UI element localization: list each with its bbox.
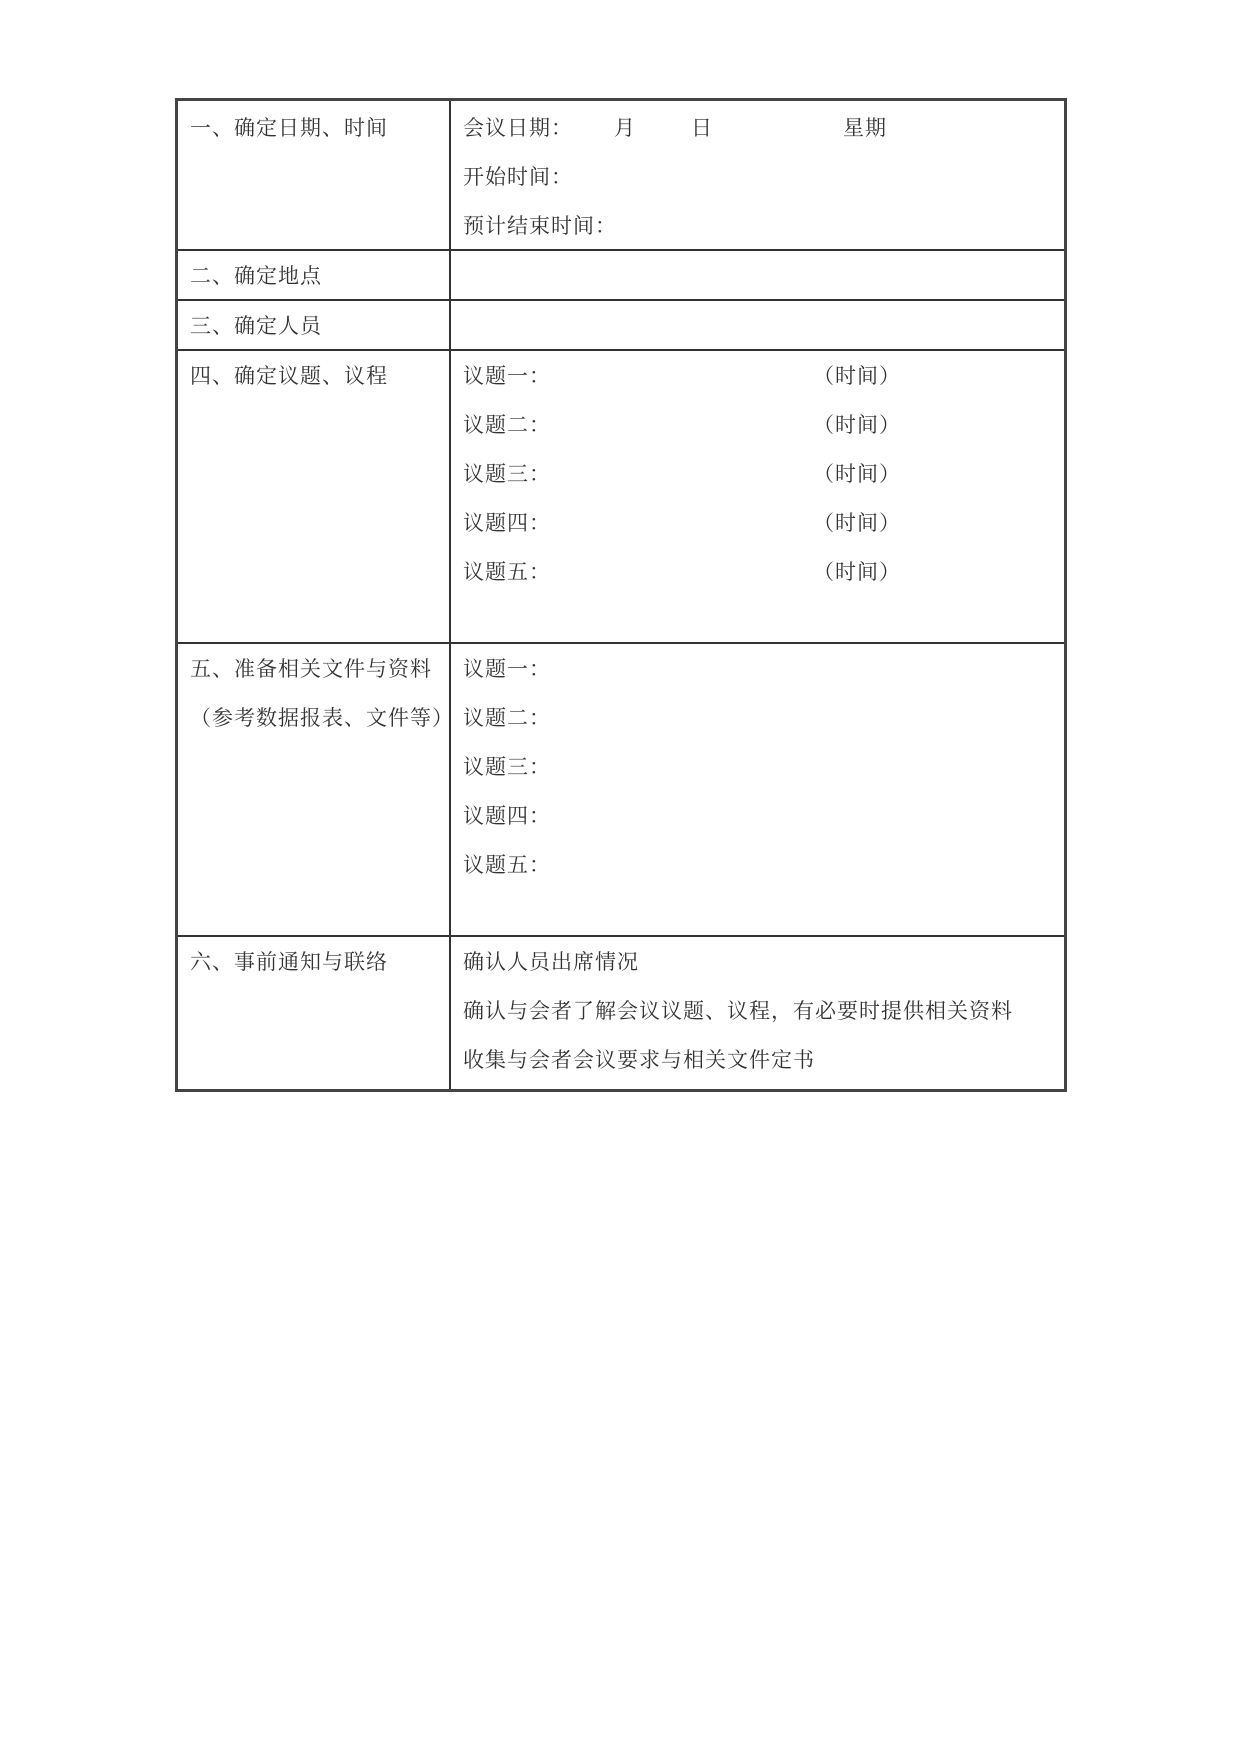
row-content-cell (451, 301, 1064, 349)
topic-label: 议题二： (463, 413, 551, 437)
row-label: 五、准备相关文件与资料 (190, 657, 432, 681)
row-label-note: （参考数据报表、文件等） (190, 706, 454, 730)
meeting-date-label: 会议日期： (463, 116, 573, 140)
topic-label: 议题四： (463, 511, 551, 535)
row-label-cell (178, 101, 451, 249)
notification-item: 收集与会者会议要求与相关文件定书 (463, 1048, 815, 1072)
month-label: 月 (614, 116, 636, 140)
row-label-cell (178, 301, 451, 349)
row-content-cell (451, 937, 1064, 1089)
row-label: 六、事前通知与联络 (190, 950, 388, 974)
topic-label: 议题五： (463, 853, 551, 877)
row-label-cell (178, 644, 454, 935)
weekday-label: 星期 (843, 116, 887, 140)
topic-label: 议题一： (463, 657, 551, 681)
row-label: 四、确定议题、议程 (190, 364, 388, 388)
row-label: 二、确定地点 (190, 264, 322, 288)
table-row-agenda (178, 349, 1064, 642)
topic-time-label: （时间） (813, 511, 901, 535)
row-content-cell (451, 101, 1064, 249)
table-row-documents (178, 642, 1064, 935)
row-label-cell (178, 351, 451, 642)
topic-time-label: （时间） (813, 364, 901, 388)
topic-label: 议题三： (463, 755, 551, 779)
topic-label: 议题二： (463, 706, 551, 730)
topic-time-label: （时间） (813, 560, 901, 584)
table-row-notification (178, 935, 1064, 1089)
table-row-date-time (178, 101, 1064, 249)
topic-time-label: （时间） (813, 462, 901, 486)
row-label: 三、确定人员 (190, 314, 322, 338)
row-label: 一、确定日期、时间 (190, 116, 388, 140)
row-label-cell (178, 937, 451, 1089)
topic-time-label: （时间） (813, 413, 901, 437)
row-content-cell (451, 351, 1064, 642)
row-content-cell (451, 251, 1064, 299)
row-content-cell (451, 644, 1064, 935)
topic-label: 议题五： (463, 560, 551, 584)
topic-label: 议题四： (463, 804, 551, 828)
topic-label: 议题三： (463, 462, 551, 486)
row-label-cell (178, 251, 451, 299)
table-row-attendees (178, 299, 1064, 349)
start-time-label: 开始时间： (463, 165, 573, 189)
meeting-preparation-table (175, 98, 1067, 1092)
topic-label: 议题一： (463, 364, 551, 388)
day-label: 日 (691, 116, 713, 140)
notification-item: 确认人员出席情况 (463, 950, 639, 974)
notification-item: 确认与会者了解会议议题、议程，有必要时提供相关资料 (463, 999, 1013, 1023)
table-row-location (178, 249, 1064, 299)
end-time-label: 预计结束时间： (463, 214, 617, 238)
